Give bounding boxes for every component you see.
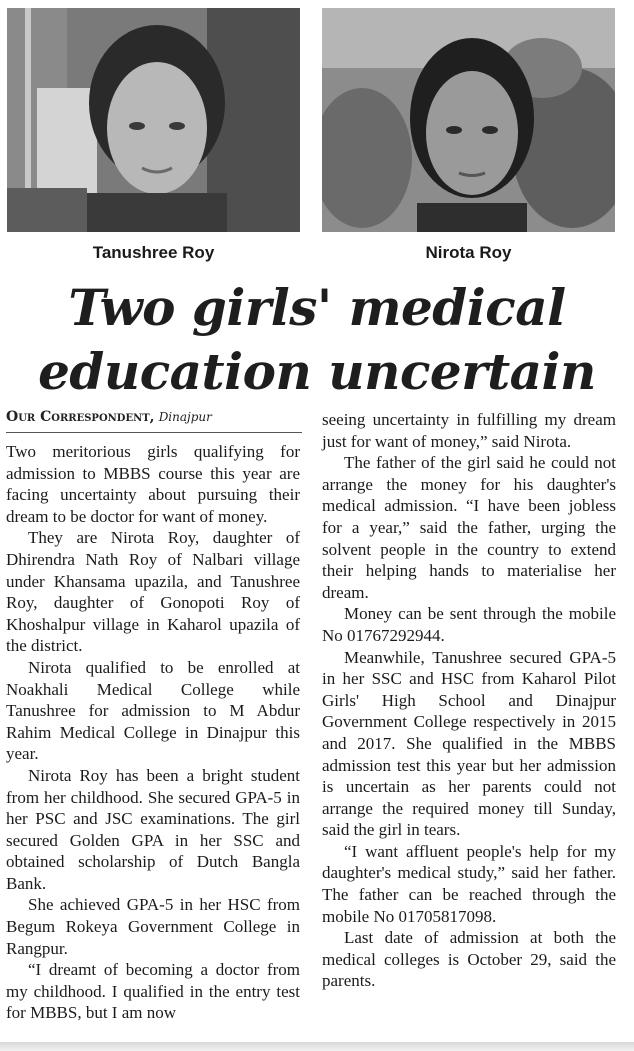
photo-tanushree-roy — [7, 8, 300, 232]
paragraph: Nirota Roy has been a bright student from her childhood. She secured GPA-5 in her PSC and JSC examinations. The girl secured Golden GPA in her SSC and obtained scholarship of Dutch Bangla Bank. — [6, 765, 300, 893]
portrait-image — [7, 8, 300, 232]
byline — [6, 409, 212, 425]
paragraph: seeing uncertainty in fulfilling my dream just for want of money,” said Nirota. — [322, 410, 616, 451]
paragraph: “I want affluent people's help for my daughter's medical study,” said her father. The father can be reached through the mobile No 01705817098. — [322, 841, 616, 926]
photo-caption-right: Nirota Roy — [425, 243, 512, 262]
headline-line-2: education uncertain — [38, 342, 596, 401]
paragraph: Nirota qualified to be enrolled at Noakhali Medical College while Tanushree for admission to M Abdur Rahim Medical College in Dinajpur this year. — [6, 657, 300, 764]
article-column-left — [6, 441, 300, 1024]
article-column-right — [322, 409, 616, 992]
paragraph: They are Nirota Roy, daughter of Dhirendra Nath Roy of Nalbari village under Khansama upazila, and Tanushree Roy, daughter of Gonopoti Roy of Khoshalpur village in Kaharol upazila of the district. — [6, 528, 300, 656]
paragraph: Two meritorious girls qualifying for admission to MBBS course this year are facing uncertainty about pursuing their dream to be doctor for want of money. — [6, 442, 300, 526]
photo-caption-left: Tanushree Roy — [92, 243, 215, 262]
paragraph: Meanwhile, Tanushree secured GPA-5 in her SSC and HSC from Kaharol Pilot Girls' High School and Dinajpur Government College respectively in 2015 and 2017. She qualified in the MBBS admission test this year but her admission is uncertain as her parents could not arrange the required money till Sunday, said the girl in tears. — [322, 647, 616, 840]
paragraph: Money can be sent through the mobile No 01767292944. — [322, 604, 616, 645]
headline — [0, 276, 634, 404]
page-bottom-edge — [0, 1042, 634, 1051]
paragraph: “I dreamt of becoming a doctor from my childhood. I qualified in the entry test for MBBS, but I am now — [6, 960, 300, 1023]
headline-line-1: Two girls' medical — [68, 278, 566, 337]
paragraph: She achieved GPA-5 in her HSC from Begum Rokeya Government College in Rangpur. — [6, 895, 300, 958]
byline-location: Dinajpur — [158, 410, 212, 424]
byline-divider — [6, 432, 302, 433]
portrait-image — [322, 8, 615, 232]
photo-nirota-roy — [322, 8, 615, 232]
byline-correspondent: Our Correspondent, — [6, 409, 155, 425]
paragraph: Last date of admission at both the medical colleges is October 29, said the parents. — [322, 928, 616, 991]
paragraph: The father of the girl said he could not arrange the money for his daughter's medical admission. “I have been jobless for a year,” said the father, urging the solvent people in the country to extend their helping hands to materialise her dream. — [322, 453, 616, 602]
